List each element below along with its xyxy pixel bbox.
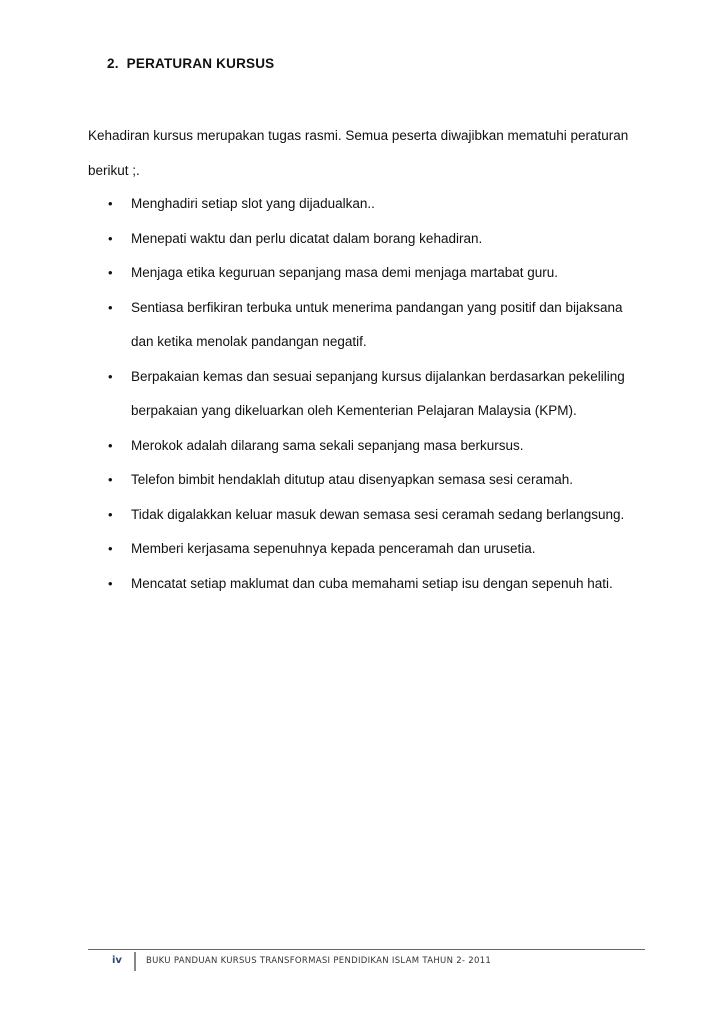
list-item: [88, 498, 648, 533]
list-item: [88, 256, 648, 291]
bullet-icon: •: [108, 368, 113, 384]
section-number: 2.: [107, 56, 119, 71]
section-title: PERATURAN KURSUS: [126, 56, 275, 71]
footer-divider: [134, 952, 136, 971]
bullet-icon: •: [108, 506, 113, 522]
list-item-text: Tidak digalakkan keluar masuk dewan semasa sesi ceramah sedang berlangsung.: [131, 506, 625, 522]
rules-list: [88, 187, 648, 601]
list-item: [88, 291, 648, 360]
list-item-text: Memberi kerjasama sepenuhnya kepada penceramah dan urusetia.: [131, 541, 536, 556]
list-item-text: Menepati waktu dan perlu dicatat dalam borang kehadiran.: [131, 230, 483, 246]
footer-title: BUKU PANDUAN KURSUS TRANSFORMASI PENDIDIKAN ISLAM TAHUN 2- 2011: [146, 956, 492, 966]
page-footer: [88, 949, 645, 972]
bullet-icon: •: [108, 196, 113, 211]
bullet-icon: •: [108, 472, 113, 487]
list-item: [88, 532, 648, 567]
list-item-text: Merokok adalah dilarang sama sekali sepanjang masa berkursus.: [131, 437, 524, 453]
list-item-text: Telefon bimbit hendaklah ditutup atau disenyapkan semasa sesi ceramah.: [131, 472, 574, 487]
bullet-icon: •: [108, 230, 113, 246]
list-item-text: Menjaga etika keguruan sepanjang masa demi menjaga martabat guru.: [131, 265, 559, 280]
list-item: [88, 360, 648, 429]
list-item: [88, 429, 648, 464]
section-heading: [107, 56, 274, 71]
page-number: iv: [112, 955, 122, 966]
list-item: [88, 463, 648, 498]
list-item: [88, 187, 648, 222]
list-item-text: Berpakaian kemas dan sesuai sepanjang kursus dijalankan berdasarkan pekeliling berpakaian yang dikeluarkan oleh Kementerian Pelajaran Malaysia (KPM).: [131, 368, 625, 418]
list-item-text: Mencatat setiap maklumat dan cuba memahami setiap isu dengan sepenuh hati.: [131, 575, 613, 591]
list-item-text: Sentiasa berfikiran terbuka untuk menerima pandangan yang positif dan bijaksana dan ketika menolak pandangan negatif.: [131, 299, 623, 349]
list-item-text: Menghadiri setiap slot yang dijadualkan..: [131, 196, 375, 211]
bullet-icon: •: [108, 437, 113, 453]
intro-paragraph: Kehadiran kursus merupakan tugas rasmi. Semua peserta diwajibkan mematuhi peraturan berikut ;.: [88, 128, 629, 178]
list-item: [88, 567, 648, 602]
bullet-icon: •: [108, 575, 113, 591]
bullet-icon: •: [108, 299, 113, 315]
bullet-icon: •: [108, 541, 113, 556]
bullet-icon: •: [108, 265, 113, 280]
list-item: [88, 222, 648, 257]
